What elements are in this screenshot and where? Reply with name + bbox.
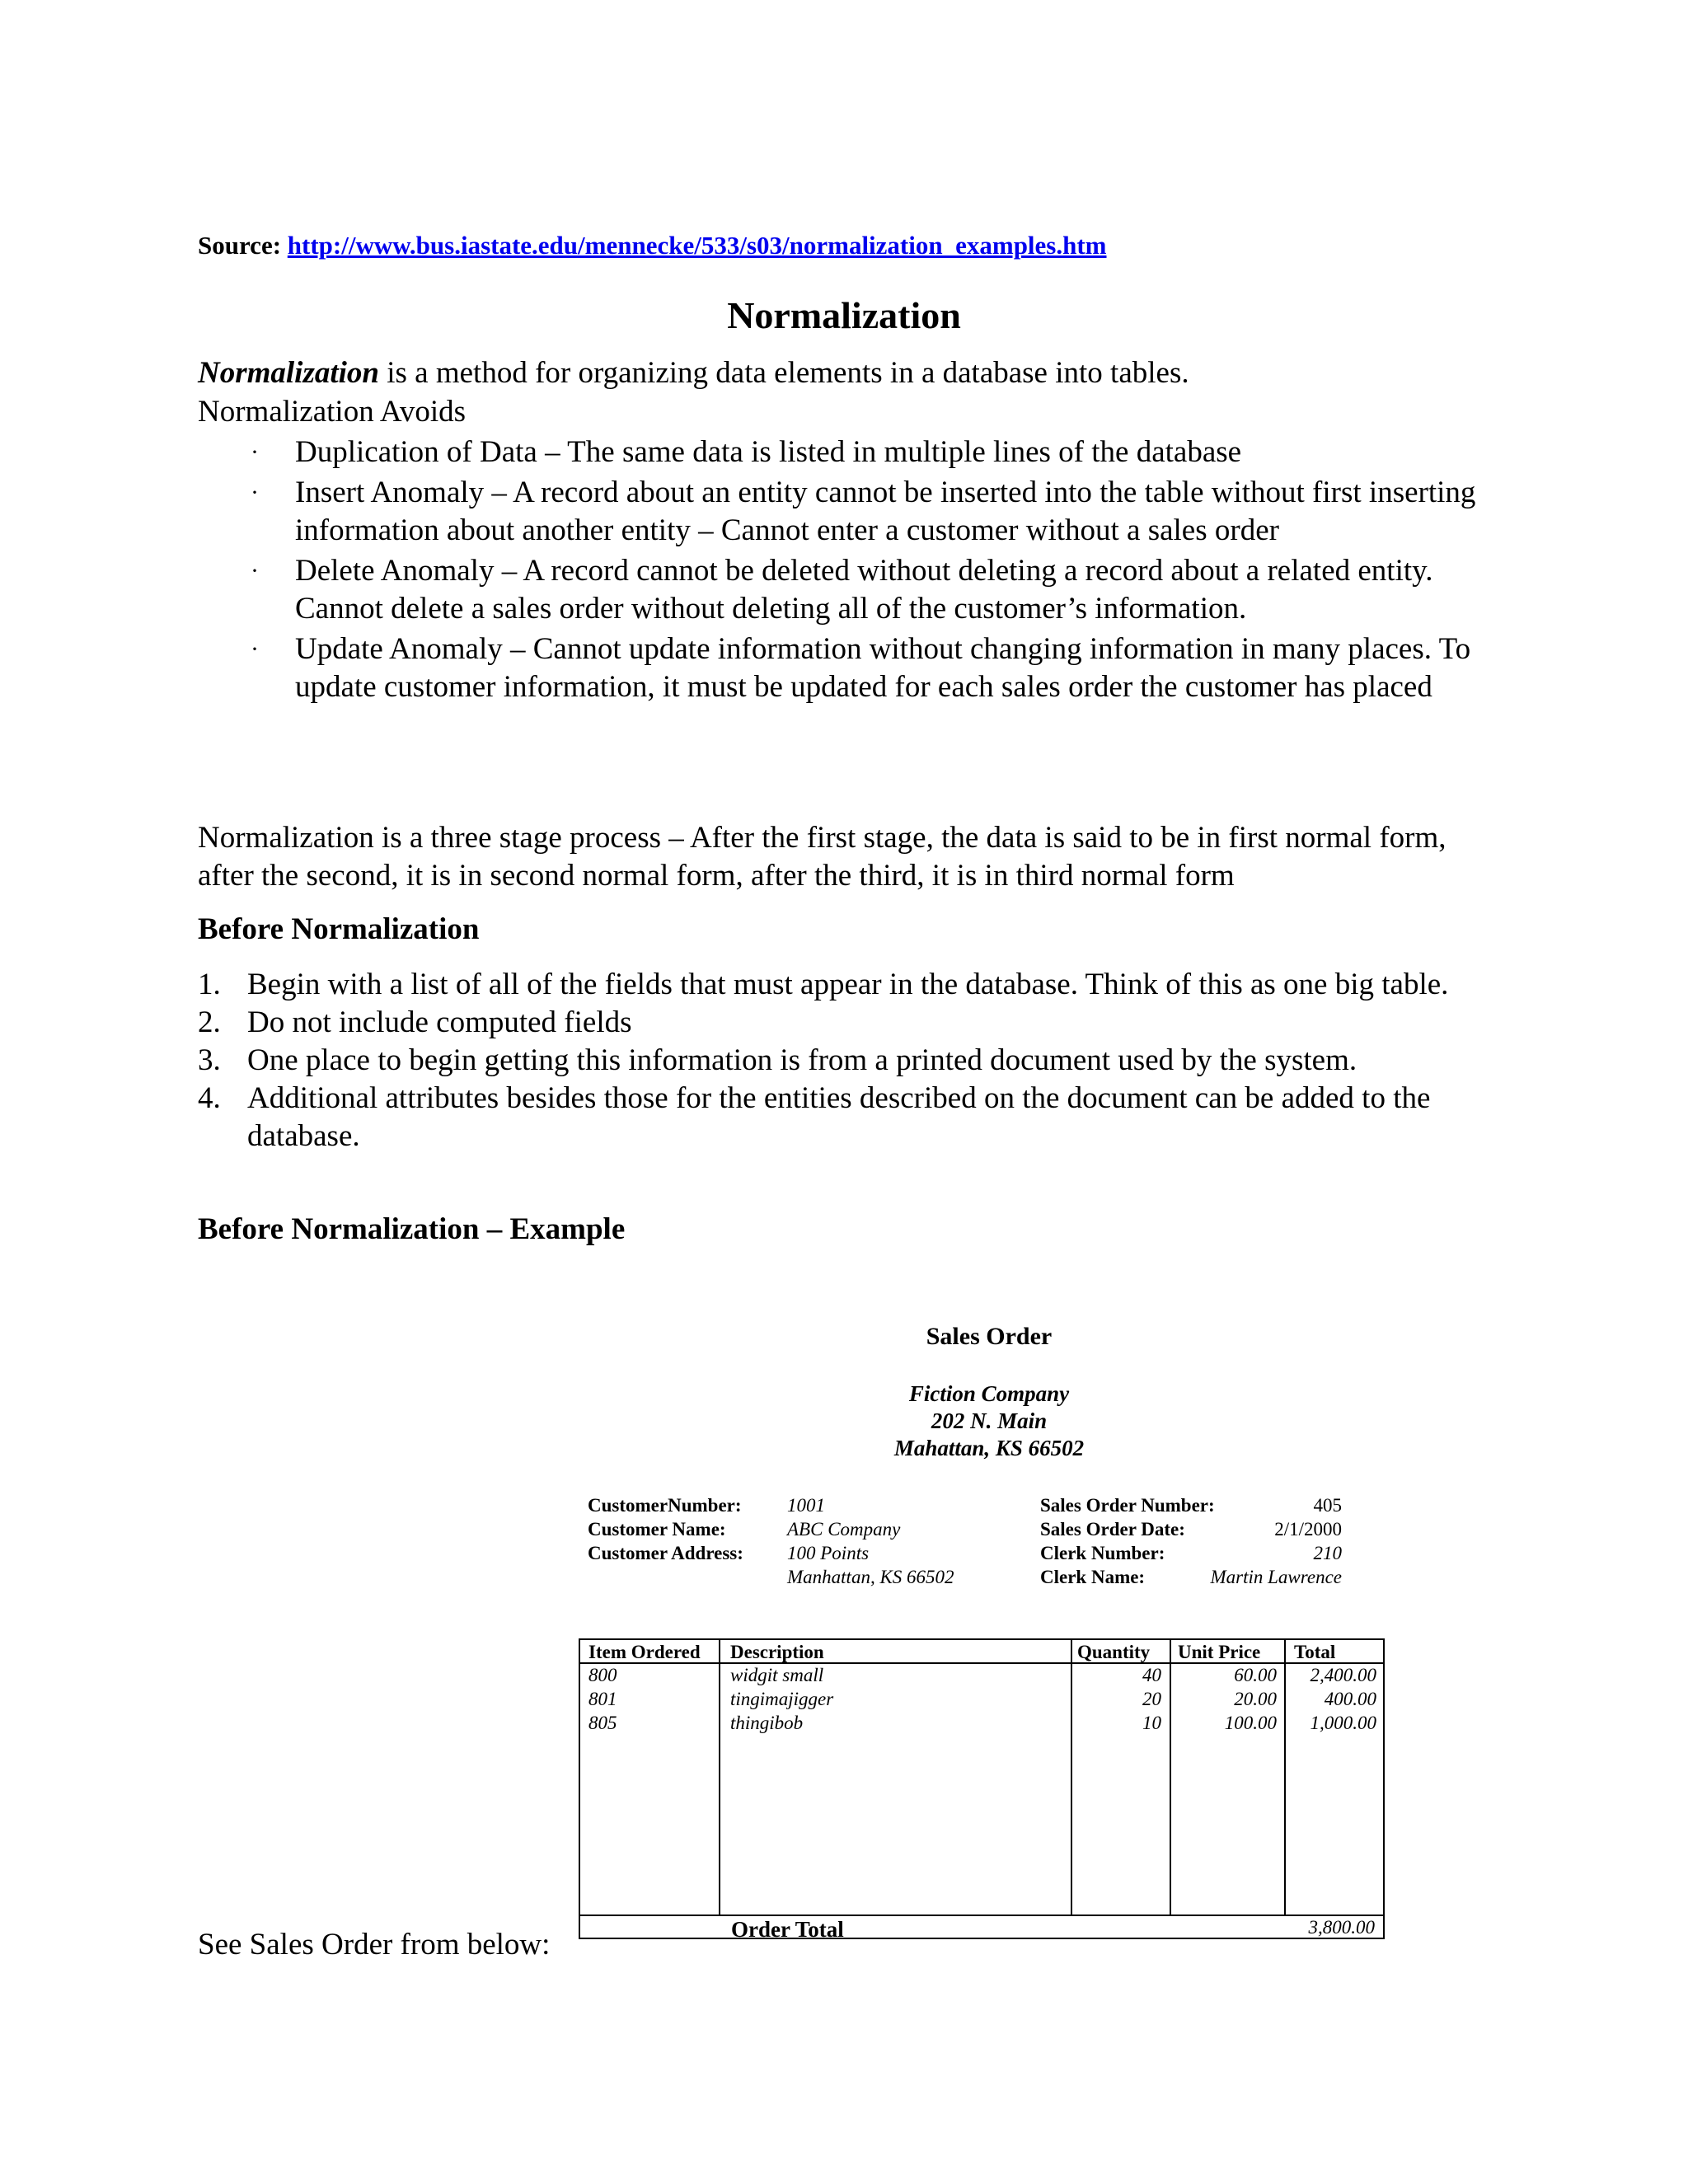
customer-name-label: Customer Name:: [588, 1519, 726, 1540]
clerk-name: Martin Lawrence: [1210, 1567, 1342, 1587]
item-cell: 800: [588, 1665, 617, 1685]
avoids-item: · Duplication of Data – The same data is listed in multiple lines of the database: [239, 434, 1525, 471]
customer-name: ABC Company: [787, 1519, 901, 1540]
source-label: Source:: [198, 231, 282, 260]
description-cell: thingibob: [730, 1713, 804, 1733]
bullet-icon: ·: [251, 479, 259, 506]
clerk-name-label: Clerk Name:: [1040, 1567, 1146, 1587]
company-name: Fiction Company: [908, 1381, 1070, 1406]
description-cell: widgit small: [730, 1665, 824, 1685]
unit-price-cell: 100.00: [1224, 1713, 1277, 1733]
item-cell: 801: [588, 1689, 617, 1709]
avoids-item: · Update Anomaly – Cannot update information without changing information in many places. To update customer information, it must be updated for each sales order the customer has placed: [251, 632, 1471, 704]
bullet-icon: ·: [251, 438, 259, 466]
customer-address-label: Customer Address:: [588, 1543, 743, 1563]
page-title: Normalization: [727, 294, 961, 336]
customer-number: 1001: [787, 1495, 825, 1516]
intro-rest: is a method for organizing data elements in a database into tables.: [379, 356, 1189, 390]
quantity-cell: 20: [1142, 1689, 1161, 1709]
sales-order-title: Sales Order: [926, 1323, 1053, 1350]
quantity-cell: 40: [1142, 1665, 1161, 1685]
item-cell: 805: [588, 1713, 617, 1733]
order-number: 405: [1313, 1495, 1342, 1516]
intro-term: Normalization: [198, 356, 379, 390]
total-cell: 1,000.00: [1310, 1713, 1376, 1733]
customer-address-line2: Manhattan, KS 66502: [787, 1567, 954, 1587]
unit-price-cell: 60.00: [1234, 1665, 1277, 1685]
order-total-label: Order Total: [731, 1917, 844, 1942]
description-cell: tingimajigger: [730, 1689, 834, 1709]
bullet-icon: ·: [251, 557, 259, 584]
total-cell: 2,400.00: [1310, 1665, 1376, 1685]
clerk-number: 210: [1313, 1543, 1342, 1563]
unit-price-cell: 20.00: [1234, 1689, 1277, 1709]
avoids-list: [239, 434, 1525, 709]
customer-labels: [588, 1493, 743, 1565]
column-header: Unit Price: [1178, 1642, 1261, 1662]
process-paragraph: Normalization is a three stage process – After the first stage, the data is said to be in first normal form, after the second, it is in second normal form, after the third, it is in third normal form: [198, 821, 1447, 893]
order-total-value: 3,800.00: [1308, 1917, 1375, 1938]
customer-number-label: CustomerNumber:: [588, 1495, 742, 1516]
avoids-item: · Delete Anomaly – A record cannot be deleted without deleting a record about a related entity. Cannot delete a sales order without deleting all of the customer’s information.: [251, 554, 1433, 626]
clerk-number-label: Clerk Number:: [1040, 1543, 1165, 1563]
before-heading: Before Normalization: [198, 912, 480, 946]
total-cell: 400.00: [1324, 1689, 1376, 1709]
total-divider: [580, 1915, 1383, 1916]
step-item: 3. One place to begin getting this information is from a printed document used by the system.: [198, 1043, 1357, 1077]
column-header: Item Ordered: [588, 1642, 701, 1662]
column-divider: [719, 1640, 720, 1916]
quantity-cell: 10: [1142, 1713, 1161, 1733]
step-item: 4. Additional attributes besides those for the entities described on the document can be added to the database.: [198, 1081, 1431, 1153]
column-header: Total: [1294, 1642, 1336, 1662]
source-line: [198, 231, 1107, 260]
see-sales-order-text: See Sales Order from below:: [198, 1928, 551, 1961]
company-block: [0, 1380, 1688, 1462]
order-values: [1170, 1493, 1342, 1589]
intro-sentence: [198, 354, 1189, 392]
customer-address-line1: 100 Points: [787, 1543, 870, 1563]
example-heading: Before Normalization – Example: [198, 1212, 626, 1246]
source-link[interactable]: http://www.bus.iastate.edu/mennecke/533/s03/normalization_examples.htm: [287, 231, 1107, 260]
order-number-label: Sales Order Number:: [1040, 1495, 1215, 1516]
column-header: Description: [730, 1642, 824, 1662]
company-street: 202 N. Main: [931, 1408, 1048, 1433]
order-date-label: Sales Order Date:: [1040, 1519, 1185, 1540]
bullet-icon: ·: [251, 635, 259, 663]
step-item: 1. Begin with a list of all of the fields that must appear in the database. Think of this as one big table.: [198, 968, 1449, 1001]
company-city: Mahattan, KS 66502: [893, 1436, 1085, 1460]
avoids-label: Normalization Avoids: [198, 395, 467, 429]
customer-values: [787, 1493, 954, 1589]
column-header: Quantity: [1077, 1642, 1151, 1662]
steps-list: [198, 966, 1517, 1155]
order-items-table: [579, 1638, 1385, 1942]
step-item: 2. Do not include computed fields: [198, 1005, 632, 1039]
order-date: 2/1/2000: [1274, 1519, 1342, 1540]
avoids-item: · Insert Anomaly – A record about an entity cannot be inserted into the table without first inserting information about another entity – Cannot enter a customer without a sales order: [251, 476, 1476, 547]
